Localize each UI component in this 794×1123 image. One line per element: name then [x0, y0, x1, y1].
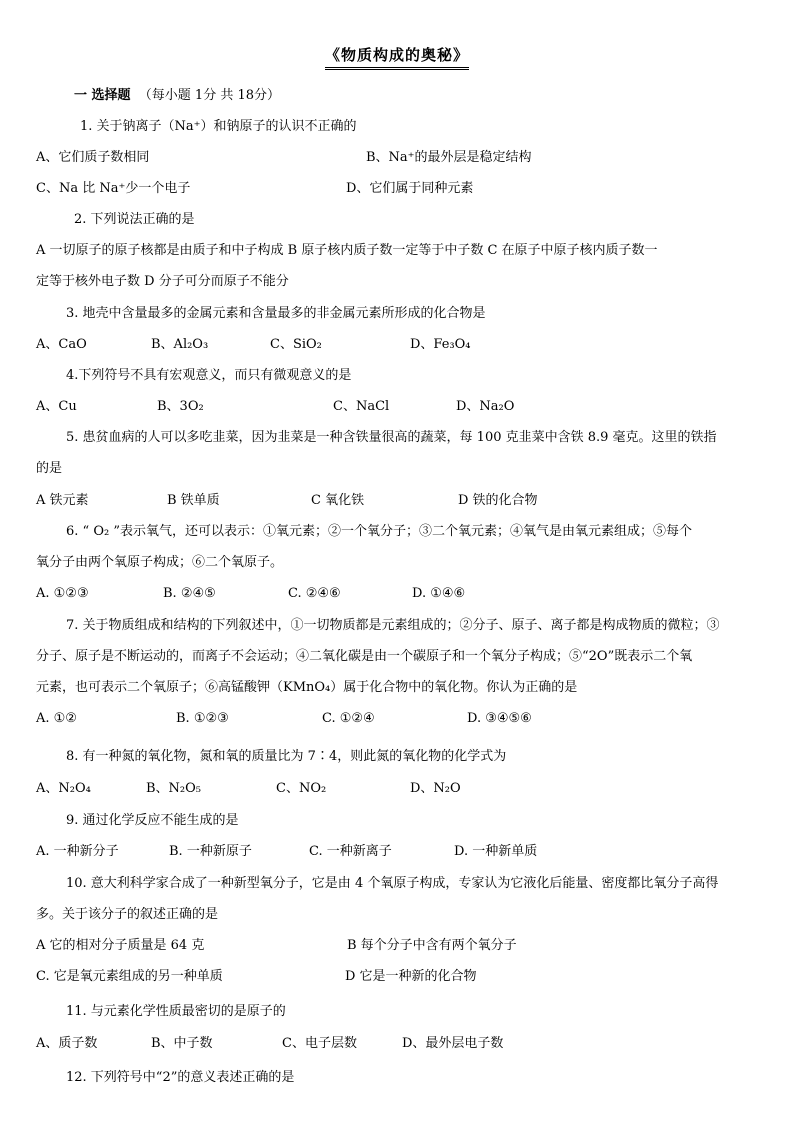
q1-stem: 1. 关于钠离子（Na⁺）和钠原子的认识不正确的: [80, 119, 357, 134]
q11-options: [0, 1035, 794, 1053]
q9-option-d: D. 一种新单质: [454, 844, 538, 859]
q7-options: [0, 710, 794, 728]
q5-options: [0, 492, 794, 510]
q8-option-b: B、N₂O₅: [146, 781, 202, 796]
q7-line-2: 分子、原子是不断运动的，而离子不会运动；④二氧化碳是由一个碳原子和一个氧分子构成；⑤“2O”既表示二个氧: [36, 649, 693, 664]
q4-option-b: B、3O₂: [157, 399, 204, 414]
q10-options: [0, 937, 794, 955]
q6-line-1: 6. “ O₂ ”表示氧气，还可以表示：①氧元素；②一个氧分子；③二个氧元素；④氧气是由氧元素组成；⑤每个: [66, 524, 692, 539]
q10-option-b: B 每个分子中含有两个氧分子: [347, 938, 517, 953]
q11-option-d: D、最外层电子数: [402, 1036, 504, 1051]
q5-option-d: D 铁的化合物: [458, 493, 538, 508]
q9-option-a: A. 一种新分子: [36, 844, 119, 859]
q10-options-2: [0, 968, 794, 986]
q7-option-c: C. ①②④: [322, 711, 375, 726]
q4-stem: 4.下列符号不具有宏观意义，而只有微观意义的是: [66, 368, 352, 383]
q3-option-d: D、Fe₃O₄: [410, 337, 471, 352]
q10-line-2: 多。关于该分子的叙述正确的是: [36, 907, 219, 922]
q11-option-a: A、质子数: [36, 1036, 98, 1051]
q10-option-d: D 它是一种新的化合物: [345, 969, 477, 984]
q1-option-b: B、Na⁺的最外层是稳定结构: [366, 150, 532, 165]
q3-option-c: C、SiO₂: [270, 337, 322, 352]
q6-option-c: C. ②④⑥: [288, 586, 341, 601]
q7-option-b: B. ①②③: [176, 711, 229, 726]
q3-options: [0, 336, 794, 354]
q6-option-d: D. ①④⑥: [412, 586, 466, 601]
q12-stem: 12. 下列符号中“2”的意义表述正确的是: [66, 1070, 295, 1085]
q8-options: [0, 780, 794, 798]
q8-option-c: C、NO₂: [276, 781, 327, 796]
q3-stem: 3. 地壳中含量最多的金属元素和含量最多的非金属元素所形成的化合物是: [66, 306, 486, 321]
q1-option-d: D、它们属于同种元素: [346, 181, 474, 196]
q5-option-c: C 氧化铁: [311, 493, 365, 508]
q9-option-c: C. 一种新离子: [309, 844, 392, 859]
q5-line-2: 的是: [36, 461, 63, 476]
q11-stem: 11. 与元素化学性质最密切的是原子的: [66, 1004, 286, 1019]
q4-option-a: A、Cu: [36, 399, 77, 414]
q6-options: [0, 585, 794, 603]
q1-option-c: C、Na 比 Na⁺少一个电子: [36, 181, 191, 196]
q10-option-a: A 它的相对分子质量是 64 克: [36, 938, 205, 953]
q4-option-c: C、NaCl: [333, 399, 390, 414]
page-title: 《物质构成的奥秘》: [0, 44, 794, 70]
q10-line-1: 10. 意大利科学家合成了一种新型氧分子，它是由 4 个氧原子构成，专家认为它液化后能量、密度都比氧分子高得: [66, 876, 719, 891]
q2-stem: 2. 下列说法正确的是: [74, 212, 195, 227]
q9-options: [0, 843, 794, 861]
q7-option-d: D. ③④⑤⑥: [467, 711, 532, 726]
q5-option-a: A 铁元素: [36, 493, 89, 508]
q3-option-b: B、Al₂O₃: [151, 337, 209, 352]
q3-option-a: A、CaO: [36, 337, 87, 352]
q5-line-1: 5. 患贫血病的人可以多吃韭菜，因为韭菜是一种含铁量很高的蔬菜，每 100 克韭菜中含铁 8.9 毫克。这里的铁指: [66, 430, 717, 445]
q8-option-a: A、N₂O₄: [36, 781, 91, 796]
q11-option-c: C、电子层数: [282, 1036, 357, 1051]
q7-option-a: A. ①②: [36, 711, 77, 726]
q8-option-d: D、N₂O: [410, 781, 461, 796]
q7-line-1: 7. 关于物质组成和结构的下列叙述中，①一切物质都是元素组成的；②分子、原子、离子都是构成物质的微粒；③: [66, 618, 720, 633]
q6-line-2: 氧分子由两个氧原子构成；⑥二个氧原子。: [36, 555, 284, 570]
q7-line-3: 元素，也可表示二个氧原子；⑥高锰酸钾（KMnO₄）属于化合物中的氧化物。你认为正确的是: [36, 680, 578, 695]
section-heading: 一 选择题 （每小题 1分 共 18分）: [74, 88, 281, 103]
q6-option-b: B. ②④⑤: [163, 586, 216, 601]
q4-options: [0, 398, 794, 416]
q8-stem: 8. 有一种氮的氧化物，氮和氧的质量比为 7∶4，则此氮的氧化物的化学式为: [66, 749, 507, 764]
q5-option-b: B 铁单质: [167, 493, 220, 508]
q9-stem: 9. 通过化学反应不能生成的是: [66, 813, 239, 828]
q10-option-c: C. 它是氧元素组成的另一种单质: [36, 969, 223, 984]
q2-line-2: 定等于核外电子数 D 分子可分而原子不能分: [36, 274, 289, 289]
q4-option-d: D、Na₂O: [456, 399, 515, 414]
q1-options: [0, 149, 794, 167]
q6-option-a: A. ①②③: [36, 586, 89, 601]
q9-option-b: B. 一种新原子: [169, 844, 252, 859]
q11-option-b: B、中子数: [151, 1036, 213, 1051]
q2-line-1: A 一切原子的原子核都是由质子和中子构成 B 原子核内质子数一定等于中子数 C 在原子中原子核内质子数一: [36, 243, 658, 258]
q1-option-a: A、它们质子数相同: [36, 150, 150, 165]
q1-options-2: [0, 180, 794, 198]
